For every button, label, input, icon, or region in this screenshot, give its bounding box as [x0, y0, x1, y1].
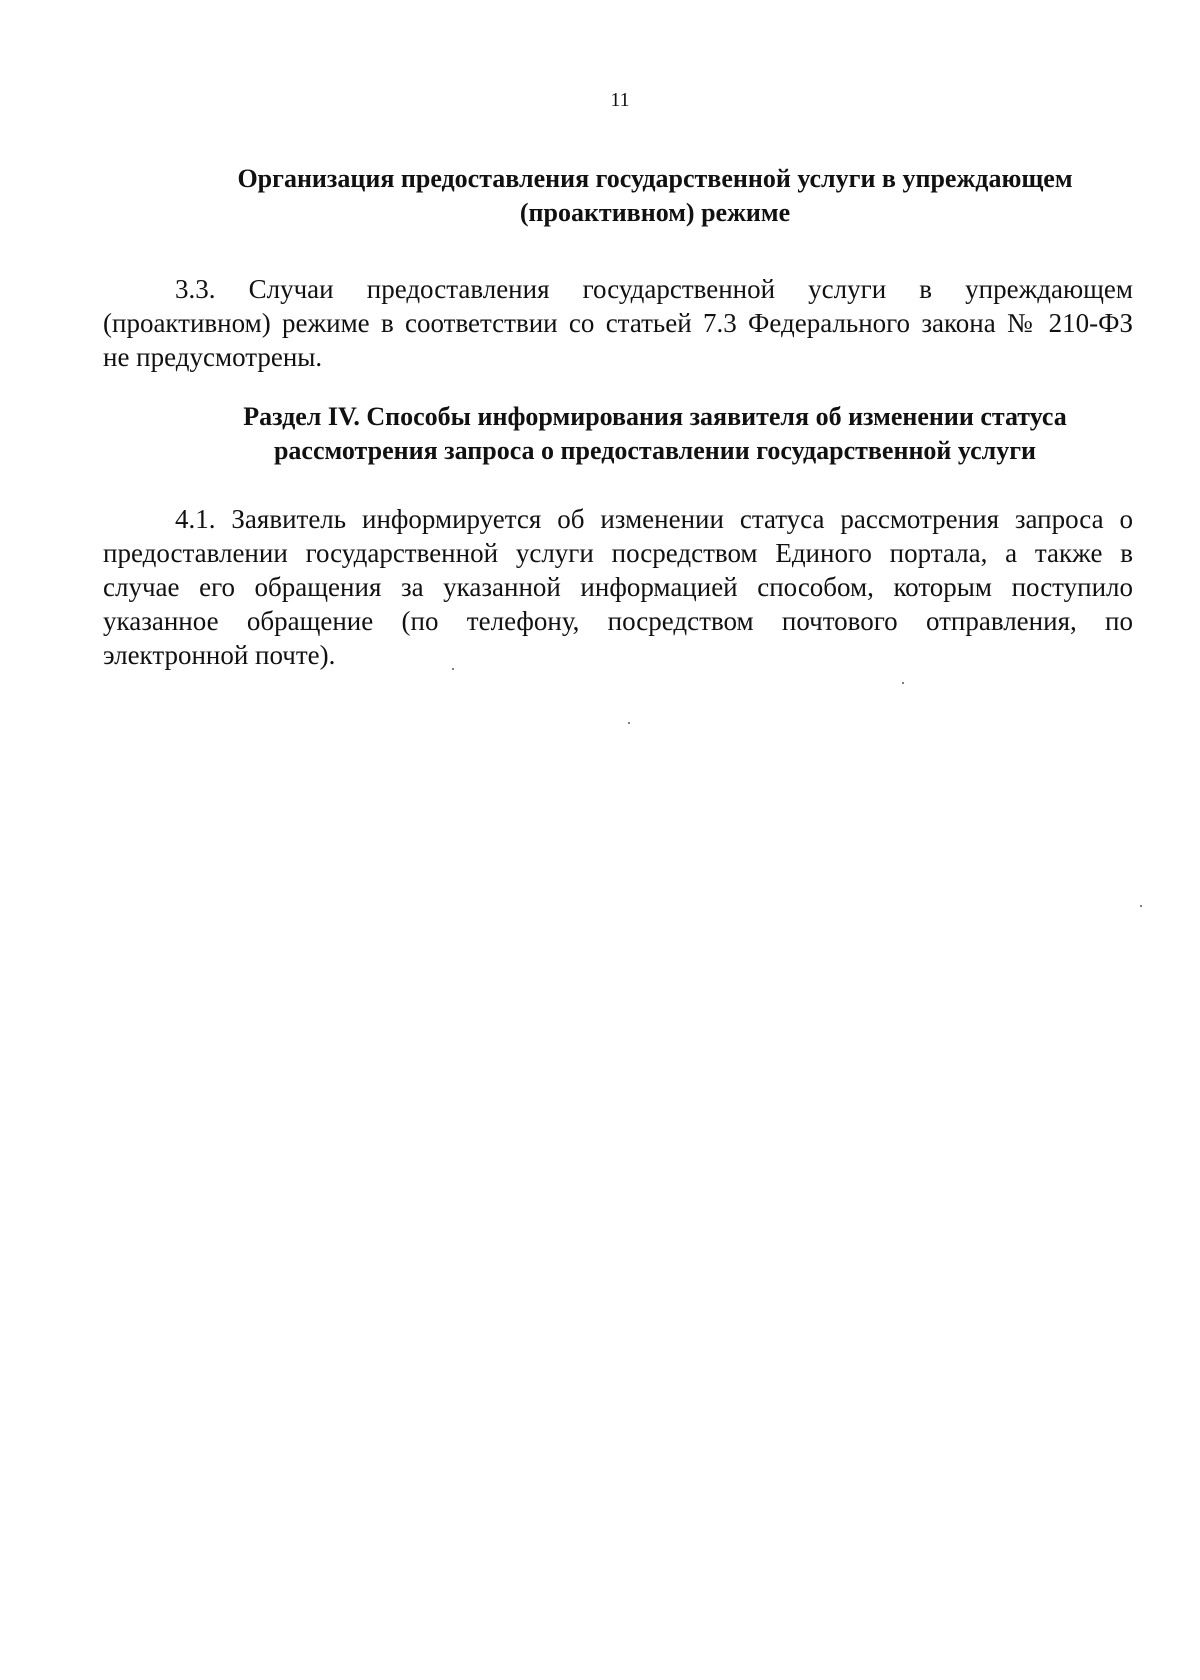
- paragraph-line: 3.3. Случаи предоставления государственной услуги в упреждающем: [175, 274, 1133, 304]
- paragraph-line: электронной почте).: [103, 640, 336, 670]
- heading-line: Организация предоставления государственной услуги в упреждающем: [237, 164, 1073, 193]
- scan-speck: [628, 722, 630, 724]
- heading-line: рассмотрения запроса о предоставлении государственной услуги: [273, 436, 1037, 465]
- scan-speck: [902, 682, 904, 684]
- paragraph-line: 4.1. Заявитель информируется об изменении статуса рассмотрения запроса о: [175, 504, 1133, 534]
- paragraph-line: предоставлении государственной услуги посредством Единого портала, а также в: [103, 538, 1133, 568]
- page-number: 11: [610, 89, 630, 111]
- section-heading-proactive: [180, 162, 1130, 230]
- heading-line: (проактивном) режиме: [519, 198, 791, 227]
- paragraph-line: случае его обращения за указанной информацией способом, которым поступило: [103, 572, 1133, 602]
- scan-speck: [1140, 905, 1142, 907]
- paragraph-line: не предусмотрены.: [103, 342, 323, 372]
- paragraph-line: указанное обращение (по телефону, посредством почтового отправления, по: [103, 606, 1133, 636]
- heading-line: Раздел IV. Способы информирования заявителя об изменении статуса: [243, 402, 1067, 431]
- paragraph-3-3: [103, 272, 1133, 374]
- paragraph-4-1: [103, 502, 1133, 672]
- paragraph-line: (проактивном) режиме в соответствии со статьей 7.3 Федерального закона № 210-ФЗ: [103, 308, 1133, 338]
- scan-speck: [452, 668, 454, 670]
- section-heading-iv: [180, 400, 1130, 468]
